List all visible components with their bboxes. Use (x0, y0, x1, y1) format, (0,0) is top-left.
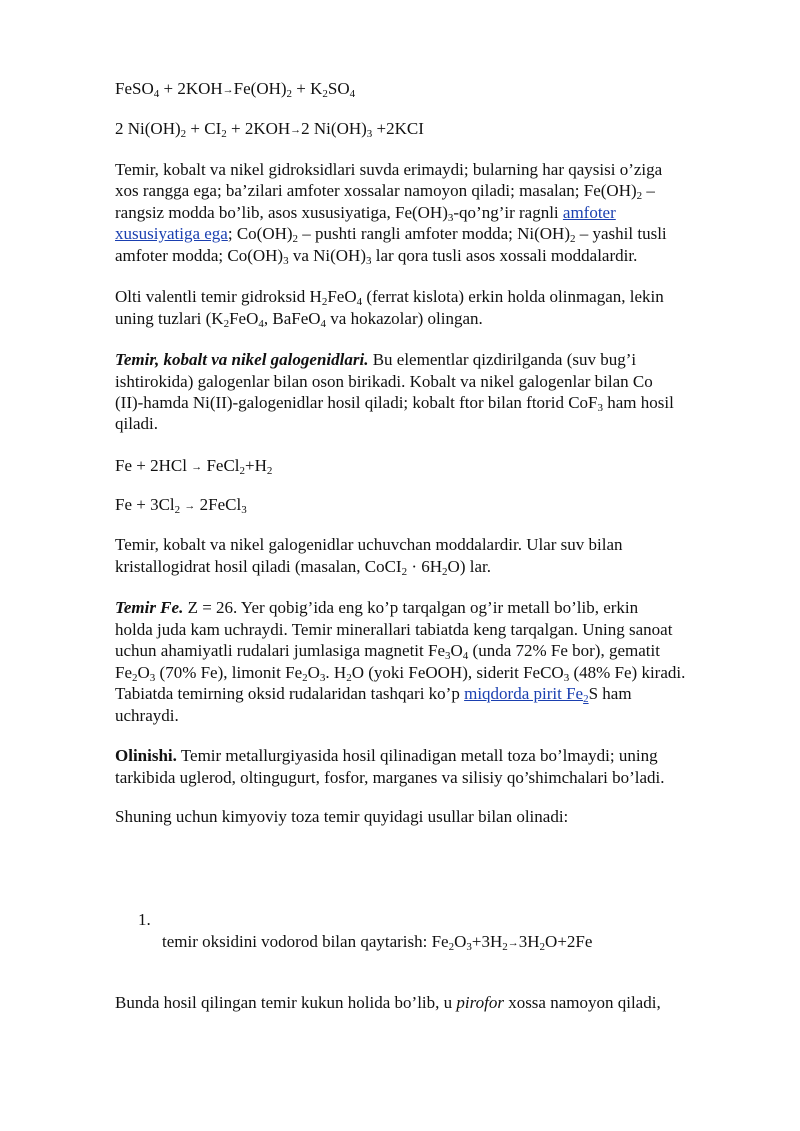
text: Bunda hosil qilingan temir kukun holida bo’lib, u (115, 993, 457, 1012)
text: pirofor (456, 993, 504, 1012)
text: Temir metallurgiyasida hosil qilinadigan metall toza bo’lmaydi; uning (176, 746, 658, 765)
subscript: 2 (322, 88, 328, 100)
section-heading: Temir, kobalt va nikel galogenidlari. (115, 350, 369, 369)
text: lar qora tusli asos xossali moddalardir. (371, 246, 638, 265)
text: – yashil tusli (575, 224, 667, 243)
eq-text: Fe + 3Cl (115, 495, 175, 514)
pirit-link[interactable]: miqdorda pirit Fe (464, 684, 584, 703)
subscript: 2 (302, 672, 308, 684)
text-line (115, 745, 658, 766)
text: Temir, kobalt va nikel gidroksidlari suvda erimaydi; bularning har qaysisi o’ziga (115, 160, 663, 179)
subscript: 2 (286, 88, 293, 100)
text-line (115, 392, 674, 413)
text-line (115, 223, 667, 244)
text: Tabiatda temirning oksid rudalaridan tashqari ko’p (115, 684, 465, 703)
arrow-icon: → (222, 84, 234, 96)
equation-feso4 (115, 78, 355, 102)
text: Olti valentli temir gidroksid H (115, 287, 322, 306)
paragraph-methods-intro (115, 806, 568, 827)
text: (70% Fe), limonit Fe (155, 663, 303, 682)
subscript: 2 (401, 566, 408, 578)
text: qiladi. (115, 414, 158, 433)
text: , BaFeO (263, 309, 321, 328)
text: -qo’ng’ir ragnli (453, 203, 563, 222)
subscript: 2 (174, 504, 181, 516)
text: O (307, 663, 320, 682)
section-heading: Olinishi. (115, 746, 177, 765)
text-line (115, 413, 158, 434)
subscript: 4 (320, 318, 327, 330)
subscript: 2 (266, 465, 273, 477)
subscript: 2 (570, 233, 576, 245)
eq-text: 2 Ni(OH) (301, 119, 367, 138)
text-line (115, 349, 636, 370)
list-number (138, 909, 151, 930)
eq-text: + CI (186, 119, 222, 138)
text: va hokazolar) olingan. (326, 309, 483, 328)
text: Fe (115, 663, 132, 682)
text: ; Co(OH) (227, 224, 293, 243)
subscript: 4 (349, 88, 356, 100)
eq-text: 2FeCl (195, 495, 242, 514)
text: O+2Fe (545, 932, 593, 951)
text: Z = 26. Yer qobig’ida eng ko’p tarqalgan og’ir metall bo’lib, erkin (183, 598, 639, 617)
subscript: 2 (132, 672, 138, 684)
text-line (115, 640, 660, 661)
subscript: 3 (466, 941, 472, 953)
text: xossa namoyon qiladi, (503, 993, 661, 1012)
subscript: 2 (448, 941, 455, 953)
text: 1. (138, 910, 151, 929)
text: +3H (471, 932, 503, 951)
equation-fecl3 (115, 494, 247, 518)
subscript: 2 (442, 566, 448, 578)
text: FeO (229, 309, 259, 328)
subscript: 3 (447, 212, 454, 224)
text: 3H (518, 932, 540, 951)
subscript: 2 (223, 318, 230, 330)
subscript: 3 (366, 128, 373, 140)
subscript: 4 (153, 88, 160, 100)
text: FeO (327, 287, 357, 306)
text: rangsiz modda bo’lib, asos xususiyatiga, Fe(OH) (115, 203, 448, 222)
arrow-icon: → (191, 461, 203, 473)
text: (unda 72% Fe bor), gematit (468, 641, 660, 660)
eq-text: 2 Ni(OH) (115, 119, 181, 138)
subscript: 2 (636, 190, 643, 202)
equation-fecl2 (115, 455, 272, 479)
text: uning tuzlari (K (115, 309, 224, 328)
text: (48% Fe) kiradi. (569, 663, 686, 682)
subscript: 4 (356, 296, 363, 308)
text-line (115, 597, 638, 618)
text: (II)-hamda Ni(II)-galogenidlar hosil qiladi; kobalt ftor bilan ftorid CoF (115, 393, 598, 412)
text: Temir, kobalt va nikel galogenidlar uchuvchan moddalardir. Ular suv bilan (115, 535, 623, 554)
text-line (115, 683, 632, 704)
text: – pushti rangli amfoter modda; Ni(OH) (298, 224, 570, 243)
subscript: 3 (283, 255, 289, 267)
text: (ferrat kislota) erkin holda olinmagan, lekin (362, 287, 664, 306)
text: kristallogidrat hosil qiladi (masalan, CoCI (115, 557, 402, 576)
text-line (115, 308, 483, 329)
subscript: 3 (149, 672, 156, 684)
subscript: 2 (539, 941, 546, 953)
subscript: 3 (445, 650, 451, 662)
subscript: 3 (319, 672, 326, 684)
subscript: 2 (221, 128, 227, 140)
subscript: 4 (258, 318, 264, 330)
eq-text: + 2KOH (226, 119, 291, 138)
text: ham hosil (602, 393, 674, 412)
text: uchraydi. (115, 706, 179, 725)
text-line (115, 180, 655, 201)
arrow-icon: → (507, 937, 519, 949)
eq-text: + K (292, 79, 323, 98)
text: xos rangga ega; ba’zilari amfoter xossalar namoyon qiladi; masalan; Fe(OH) (115, 181, 637, 200)
text: – (642, 181, 655, 200)
text: O (137, 663, 150, 682)
text-line (115, 159, 662, 180)
eq-text: SO (327, 79, 350, 98)
text: S ham (588, 684, 632, 703)
equation-nioh (115, 118, 424, 142)
text-line (115, 767, 665, 788)
text: holda juda kam uchraydi. Temir minerallari tabiatda keng tarqalgan. Uning sanoat (115, 620, 673, 639)
subscript: 2 (502, 941, 508, 953)
eq-text: Fe(OH) (233, 79, 287, 98)
section-heading: Temir Fe. (115, 598, 184, 617)
arrow-icon: → (184, 500, 196, 512)
paragraph-pyrophoric (115, 992, 661, 1013)
subscript: 4 (462, 650, 469, 662)
text: O (yoki FeOOH), siderit FeCO (351, 663, 564, 682)
text: . H (325, 663, 347, 682)
subscript[interactable]: 2 (583, 693, 589, 705)
text-line (115, 202, 616, 223)
xususiyatiga-link[interactable]: xususiyatiga ega (115, 224, 228, 243)
text: va Ni(OH) (288, 246, 366, 265)
subscript: 2 (180, 128, 187, 140)
subscript: 3 (241, 504, 247, 516)
text: uchun ahamiyatli rudalari jumlasiga magnetit Fe (115, 641, 445, 660)
text: tarkibida uglerod, oltingugurt, fosfor, marganes va silisiy qo’shimchalari bo’ladi. (115, 768, 665, 787)
amfoter-link[interactable]: amfoter (562, 203, 616, 222)
text-line (115, 662, 685, 683)
subscript: 3 (597, 402, 603, 414)
eq-text: +2KCI (372, 119, 424, 138)
text: amfoter modda; Co(OH) (115, 246, 284, 265)
text: temir oksidini vodorod bilan qaytarish: Fe (162, 932, 449, 951)
subscript: 3 (563, 672, 570, 684)
subscript: 2 (292, 233, 299, 245)
text-line (115, 534, 623, 555)
text: ishtirokida) galogenlar bilan oson birikadi. Kobalt va nikel galogenlar bilan Co (115, 372, 653, 391)
subscript: 2 (346, 672, 352, 684)
list-item (162, 931, 592, 955)
eq-text: Fe + 2HCl (115, 456, 192, 475)
subscript: 3 (366, 255, 372, 267)
text: Shuning uchun kimyoviy toza temir quyidagi usullar bilan olinadi: (115, 807, 569, 826)
arrow-icon: → (290, 124, 302, 136)
text: O) lar. (447, 557, 491, 576)
text: Bu elementlar qizdirilganda (suv bug’i (368, 350, 637, 369)
eq-text: FeSO (115, 79, 154, 98)
text-line (115, 705, 179, 726)
text-line (115, 556, 491, 577)
text: O (454, 932, 467, 951)
text: O (450, 641, 463, 660)
subscript: 2 (239, 465, 245, 477)
eq-text: +H (245, 456, 267, 475)
subscript: 2 (321, 296, 328, 308)
text-line (115, 245, 637, 266)
text-line (115, 371, 653, 392)
text-line (115, 619, 672, 640)
eq-text: + 2KOH (159, 79, 223, 98)
text-line (115, 286, 664, 307)
eq-text: FeCl (202, 456, 240, 475)
text: · 6H (407, 557, 443, 576)
